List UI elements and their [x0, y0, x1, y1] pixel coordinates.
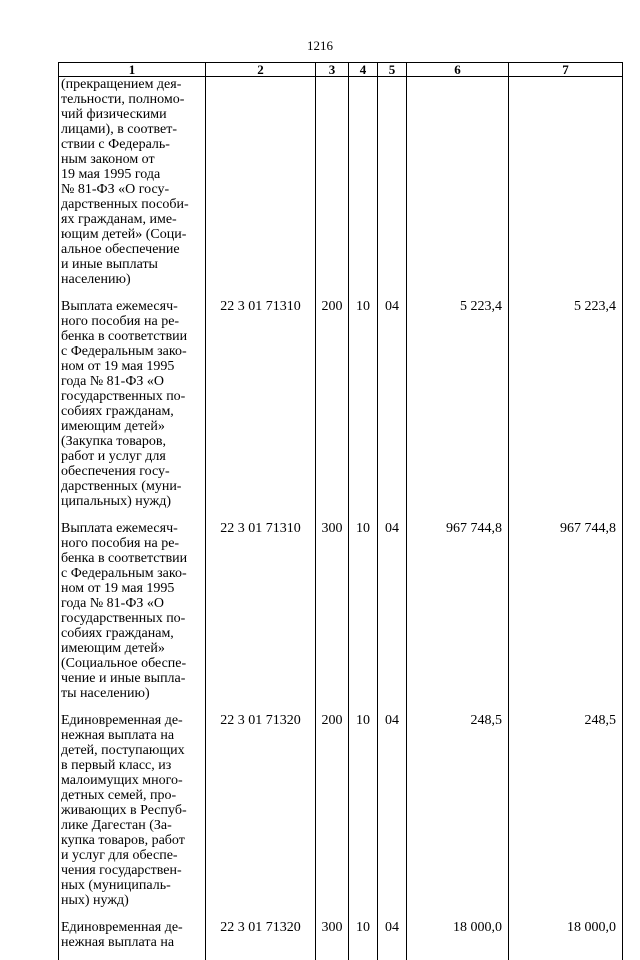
row-description	[59, 287, 206, 509]
subsection-code: 04	[378, 287, 407, 509]
amount-col-6: 248,5	[407, 701, 509, 908]
description-line: нежная выплата на	[61, 935, 203, 950]
header-cell-4: 4	[349, 63, 378, 77]
description-line: ном от 19 мая 1995	[61, 359, 203, 374]
description-line: ного пособия на ре-	[61, 536, 203, 551]
subsection-code: 04	[378, 701, 407, 908]
budget-table	[58, 62, 622, 960]
description-line: года № 81-ФЗ «О	[61, 374, 203, 389]
description-line: имеющим детей»	[61, 419, 203, 434]
section-code: 10	[349, 908, 378, 960]
table-row	[59, 77, 623, 288]
description-line: живающих в Респуб-	[61, 803, 203, 818]
expense-type-code: 200	[316, 701, 349, 908]
row-description	[59, 701, 206, 908]
description-line: бенка в соответствии	[61, 551, 203, 566]
header-cell-1: 1	[59, 63, 206, 77]
description-line: обеспечения госу-	[61, 464, 203, 479]
description-line: и иные выплаты	[61, 257, 203, 272]
expense-type-code: 300	[316, 509, 349, 701]
description-line: ном от 19 мая 1995	[61, 581, 203, 596]
description-line: малоимущих много-	[61, 773, 203, 788]
description-line: нежная выплата на	[61, 728, 203, 743]
expense-type-code: 200	[316, 287, 349, 509]
description-line: чий физическими	[61, 107, 203, 122]
amount-col-7: 248,5	[509, 701, 623, 908]
row-description	[59, 509, 206, 701]
expense-type-code: 300	[316, 908, 349, 960]
amount-col-7: 18 000,0	[509, 908, 623, 960]
description-line: ципальных) нужд)	[61, 494, 203, 509]
target-article-code	[206, 77, 316, 288]
description-line: работ и услуг для	[61, 449, 203, 464]
description-line: государственных по-	[61, 611, 203, 626]
description-line: купка товаров, работ	[61, 833, 203, 848]
description-line: детей, поступающих	[61, 743, 203, 758]
description-line: (Социальное обеспе-	[61, 656, 203, 671]
description-line: альное обеспечение	[61, 242, 203, 257]
row-description	[59, 908, 206, 960]
description-line: (прекращением дея-	[61, 77, 203, 92]
description-line: ты населению)	[61, 686, 203, 701]
section-code: 10	[349, 509, 378, 701]
description-line: государственных по-	[61, 389, 203, 404]
description-line: ным законом от	[61, 152, 203, 167]
section-code: 10	[349, 287, 378, 509]
header-cell-5: 5	[378, 63, 407, 77]
description-line: и услуг для обеспе-	[61, 848, 203, 863]
description-line: Выплата ежемесяч-	[61, 521, 203, 536]
amount-col-7: 5 223,4	[509, 287, 623, 509]
description-line: в первый класс, из	[61, 758, 203, 773]
description-line: ствии с Федераль-	[61, 137, 203, 152]
section-code: 10	[349, 701, 378, 908]
amount-col-6: 18 000,0	[407, 908, 509, 960]
description-line: лицами), в соответ-	[61, 122, 203, 137]
description-line: (Закупка товаров,	[61, 434, 203, 449]
amount-col-6	[407, 77, 509, 288]
subsection-code	[378, 77, 407, 288]
description-line: Единовременная де-	[61, 920, 203, 935]
description-line: чения государствен-	[61, 863, 203, 878]
target-article-code: 22 3 01 71320	[206, 701, 316, 908]
description-line: ных (муниципаль-	[61, 878, 203, 893]
description-line: Выплата ежемесяч-	[61, 299, 203, 314]
description-line: чение и иные выпла-	[61, 671, 203, 686]
amount-col-6: 967 744,8	[407, 509, 509, 701]
row-description	[59, 77, 206, 288]
description-line: дарственных пособи-	[61, 197, 203, 212]
target-article-code: 22 3 01 71310	[206, 509, 316, 701]
amount-col-6: 5 223,4	[407, 287, 509, 509]
header-cell-2: 2	[206, 63, 316, 77]
page-number: 1216	[0, 38, 640, 54]
description-line: 19 мая 1995 года	[61, 167, 203, 182]
expense-type-code	[316, 77, 349, 288]
description-line: ющим детей» (Соци-	[61, 227, 203, 242]
description-line: ного пособия на ре-	[61, 314, 203, 329]
header-cell-6: 6	[407, 63, 509, 77]
description-line: № 81-ФЗ «О госу-	[61, 182, 203, 197]
table-row	[59, 287, 623, 509]
description-line: с Федеральным зако-	[61, 566, 203, 581]
description-line: года № 81-ФЗ «О	[61, 596, 203, 611]
description-line: собиях гражданам,	[61, 626, 203, 641]
description-line: бенка в соответствии	[61, 329, 203, 344]
target-article-code: 22 3 01 71310	[206, 287, 316, 509]
table-row	[59, 908, 623, 960]
amount-col-7: 967 744,8	[509, 509, 623, 701]
table-row	[59, 701, 623, 908]
section-code	[349, 77, 378, 288]
budget-table-grid	[58, 62, 623, 960]
description-line: лике Дагестан (За-	[61, 818, 203, 833]
target-article-code: 22 3 01 71320	[206, 908, 316, 960]
description-line: собиях гражданам,	[61, 404, 203, 419]
header-row	[59, 63, 623, 77]
description-line: детных семей, про-	[61, 788, 203, 803]
description-line: с Федеральным зако-	[61, 344, 203, 359]
header-cell-7: 7	[509, 63, 623, 77]
description-line: ных) нужд)	[61, 893, 203, 908]
description-line: имеющим детей»	[61, 641, 203, 656]
description-line: тельности, полномо-	[61, 92, 203, 107]
table-row	[59, 509, 623, 701]
header-cell-3: 3	[316, 63, 349, 77]
description-line: Единовременная де-	[61, 713, 203, 728]
amount-col-7	[509, 77, 623, 288]
table-body	[59, 77, 623, 960]
subsection-code: 04	[378, 908, 407, 960]
description-line: населению)	[61, 272, 203, 287]
description-line: дарственных (муни-	[61, 479, 203, 494]
subsection-code: 04	[378, 509, 407, 701]
description-line: ях гражданам, име-	[61, 212, 203, 227]
